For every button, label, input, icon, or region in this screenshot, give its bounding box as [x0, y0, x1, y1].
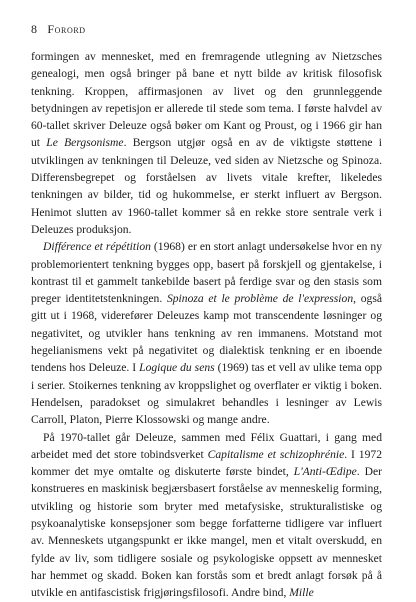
italic-title: Mille: [289, 586, 314, 600]
text-run: (1968) er en stort anlagt undersøkelse hvor en ny problemorientert tenkning bygges opp, basert på forskjell og gjentakelse, i kontrast til et gammelt tankebilde basert på ferdige svar og den stasis som preger identitetstenkningen.: [31, 240, 382, 306]
italic-title: L'Anti-Œdipe: [293, 465, 357, 479]
italic-title: Spinoza et le problème de l'expression: [166, 292, 354, 306]
text-run: . I 1972 kommer det mye omtalte og diskuterte første bindet,: [31, 447, 382, 479]
italic-title: Le Bergsonisme: [46, 136, 124, 150]
paragraph: [31, 48, 382, 238]
paragraph: [31, 429, 382, 602]
text-run: formingen av mennesket, med en fremragende utlegning av Nietzsches genealogi, men også bringer på bane et nytt bilde av kritisk filosofisk tenkning. Kroppen, affirmasjonen av livet og den grunnleggende betydningen av repetisjon er allerede til stede som tema. I første halvdel av 60-tallet skriver Deleuze også bøker om Kant og Proust, og i 1966 gir han ut: [31, 50, 382, 150]
paragraph: [31, 238, 382, 428]
text-run: På 1970-tallet går Deleuze, sammen med Félix Guattari, i gang med arbeidet med det store tobindsverket: [31, 430, 382, 461]
running-title: Forord: [47, 22, 86, 36]
italic-title: Capitalisme et schizophrénie: [207, 447, 345, 461]
running-head: [31, 22, 86, 37]
body-text: [31, 48, 382, 602]
text-run: . Bergson utgjør også en av de viktigste støttene i utviklingen av tenkningen til Deleuze, ved siden av Nietzsche og Spinoza. Differensbegrepet og forståelsen av livets vitale krefter, likeledes tenkningen av bilder, tid og hukommelse, er sterkt influert av Bergson. Henimot slutten av 1960-tallet kommer så en rekke store sentrale verk i Deleuzes produksjon.: [31, 136, 382, 236]
italic-title: Différence et répétition: [43, 240, 151, 254]
text-run: . Der konstrueres en maskinisk begjærsbasert forståelse av menneskelig forming, utvikling og historie som bryter med metafysiske, strukturalistiske og psykoanalytiske konsepsjoner som begge forfatterne tidligere var influert av. Menneskets utgangspunkt er ikke mangel, men et vitalt overskudd, en fylde av liv, som tidligere sosiale og psykologiske oppsett av mennesket har hemmet og skadd. Boken kan forstås som et bredt anlagt forsøk på å utvikle en antifascistisk frigjøringsfilosofi. Andre bind,: [31, 465, 382, 600]
italic-title: Logique du sens: [139, 361, 215, 375]
page-number: 8: [31, 22, 38, 36]
text-run: (1969) tas et vell av ulike tema opp i serier. Stoikernes tenkning av kroppslighet og overflater er viktig i boken. Hendelsen, paradokset og simulakret behandles i lesninger av Lewis Carroll, Platon, Pierre Klossowski og mange andre.: [31, 361, 383, 427]
text-run: , også gitt ut i 1968, viderefører Deleuzes kamp mot transcendente løsninger og negativitet, og utvikler hans tenkning av ren immanens. Motstand mot hegelianismens vekt på negativitet og dialektisk tenkning er en iboende tendens hos Deleuze. I: [31, 292, 382, 375]
